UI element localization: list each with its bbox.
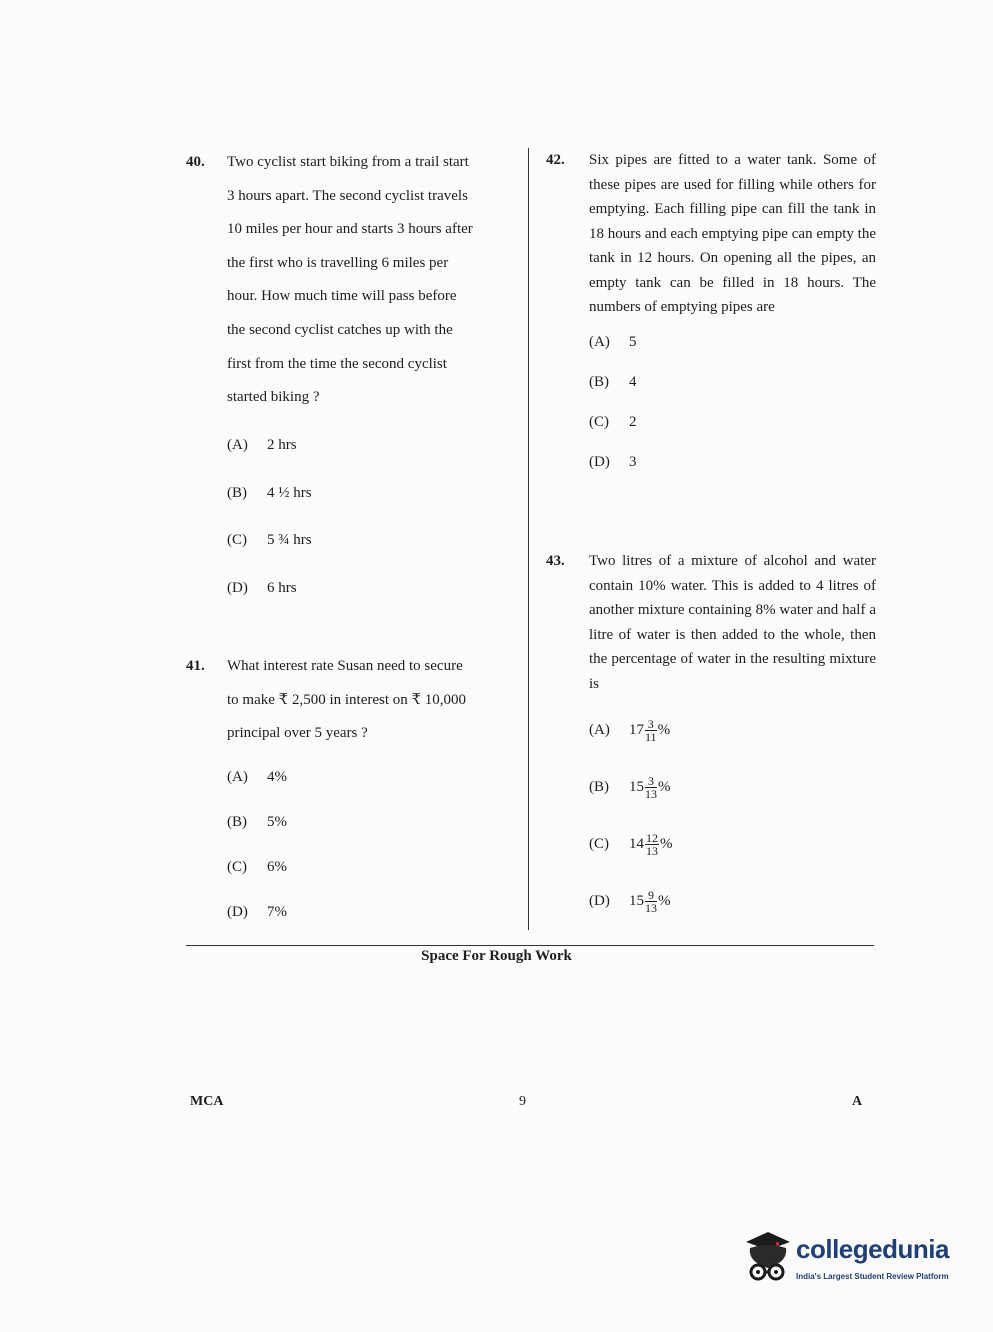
question-line: What interest rate Susan need to secure bbox=[227, 658, 463, 674]
question-text: Six pipes are fitted to a water tank. Some of these pipes are used for filling while others for emptying. Each filling pipe can fill the tank in 18 hours and each emptying pipe can empty the tank in 12 hours. On opening all the pipes, an empty tank can be filled in 18 hours. The numbers of emptying pipes are bbox=[589, 152, 876, 315]
question-line: hour. How much time will pass before bbox=[227, 288, 457, 305]
footer-page-number: 9 bbox=[519, 1094, 526, 1109]
question-41 bbox=[186, 650, 516, 935]
question-line: principal over 5 years ? bbox=[227, 725, 368, 742]
question-number: 40. bbox=[186, 154, 205, 170]
question-line: the second cyclist catches up with the bbox=[227, 321, 453, 338]
collegedunia-logo bbox=[738, 1228, 963, 1290]
footer-set: A bbox=[852, 1094, 863, 1109]
option-d: (D) 15 $\frac{9}{13}$ % bbox=[589, 888, 671, 916]
question-40 bbox=[186, 146, 516, 422]
option-a: (A) 5 bbox=[589, 333, 637, 350]
option-d: (D) 3 bbox=[589, 453, 637, 470]
option-c: (C) 2 bbox=[589, 413, 637, 430]
question-42 bbox=[546, 146, 876, 482]
option-c: (C) 6% bbox=[227, 858, 287, 875]
question-line: the first who is travelling 6 miles per bbox=[227, 254, 449, 271]
logo-wordmark: collegedunia bbox=[796, 1234, 949, 1264]
logo-tagline: India's Largest Student Review Platform bbox=[796, 1272, 949, 1281]
question-line: 3 hours apart. The second cyclist travels bbox=[227, 187, 468, 204]
left-column bbox=[186, 146, 516, 920]
option-a: (A) 17 $\frac{3}{11}$ % bbox=[589, 717, 671, 745]
column-divider bbox=[528, 148, 529, 930]
option-b: (B) 15 $\frac{3}{13}$ % bbox=[589, 774, 671, 802]
question-line: first from the time the second cyclist bbox=[227, 355, 447, 372]
question-line: Two cyclist start biking from a trail start bbox=[227, 154, 469, 170]
option-d: (D) 6 hrs bbox=[227, 579, 297, 596]
rough-work-divider bbox=[186, 945, 874, 946]
question-43 bbox=[546, 549, 876, 930]
footer-course: MCA bbox=[190, 1094, 224, 1109]
option-d: (D) 7% bbox=[227, 903, 287, 920]
question-line: 10 miles per hour and starts 3 hours after bbox=[227, 221, 473, 238]
rough-work-label: Space For Rough Work bbox=[421, 948, 572, 964]
option-b: (B) 5% bbox=[227, 813, 287, 830]
question-number: 41. bbox=[186, 658, 205, 674]
option-a: (A) 2 hrs bbox=[227, 437, 297, 453]
question-text: Two litres of a mixture of alcohol and water contain 10% water. This is added to 4 litres of another mixture containing 8% water and half a litre of water is then added to the whole, then the percentage of water in the resulting mixture is bbox=[589, 553, 876, 692]
right-column bbox=[546, 146, 876, 916]
mascot-icon bbox=[738, 1228, 794, 1288]
question-line: to make ₹ 2,500 in interest on ₹ 10,000 bbox=[227, 691, 467, 708]
option-c: (C) 14 $\frac{12}{13}$ % bbox=[589, 831, 673, 859]
question-number: 43. bbox=[546, 553, 565, 569]
question-line: started biking ? bbox=[227, 389, 320, 406]
option-a: (A) 4% bbox=[227, 768, 287, 785]
option-b: (B) 4 ½ hrs bbox=[227, 484, 312, 501]
option-b: (B) 4 bbox=[589, 373, 637, 390]
option-c: (C) 5 ¾ hrs bbox=[227, 532, 312, 548]
question-number: 42. bbox=[546, 152, 565, 168]
